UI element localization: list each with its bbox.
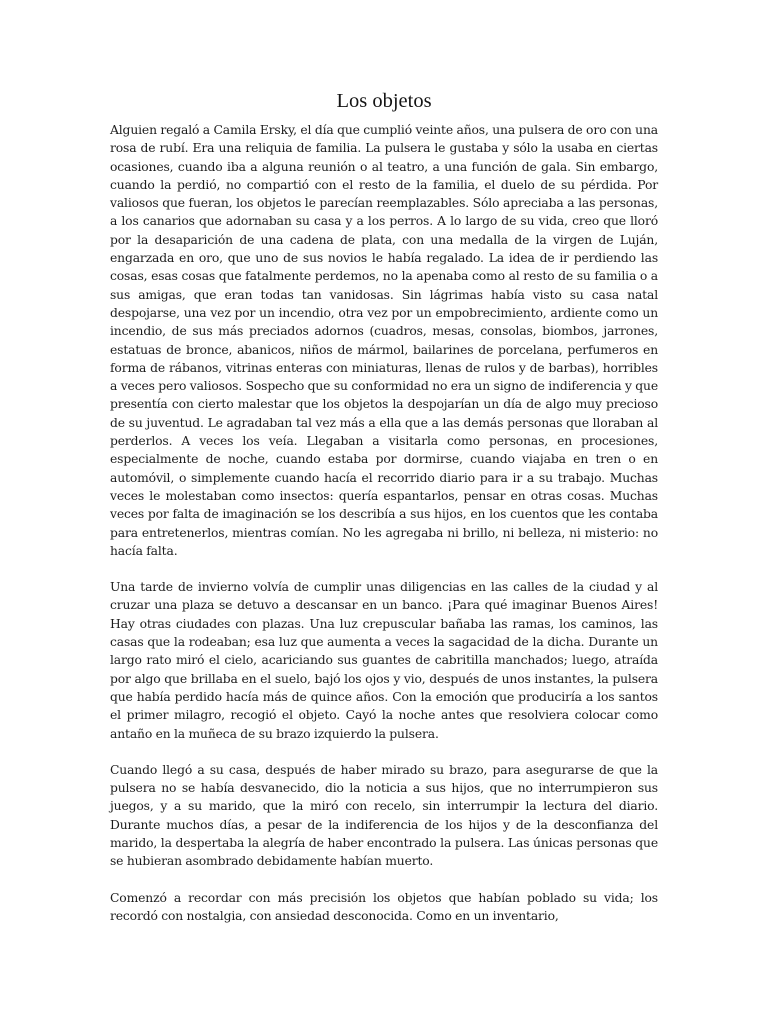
paragraph-3: Cuando llegó a su casa, después de haber mirado su brazo, para asegurarse de que la pulsera no se había desvanecido, dio la noticia a sus hijos, que no interrumpieron sus juegos, y a su marido, que la miró con recelo, sin interrumpir la lectura del diario. Durante muchos días, a pesar de la indiferencia de los hijos y de la desconfianza del marido, la despertaba la alegría de haber encontrado la pulsera. Las únicas personas que se hubieran asombrado debidamente habían muerto.	[110, 762, 658, 869]
paragraph-2: Una tarde de invierno volvía de cumplir unas diligencias en las calles de la ciudad y al cruzar una plaza se detuvo a descansar en un banco. ¡Para qué imaginar Buenos Aires! Hay otras ciudades con plazas. Una luz crepuscular bañaba las ramas, los caminos, las casas que la rodeaban; esa luz que aumenta a veces la sagacidad de la dicha. Durante un largo rato miró el cielo, acariciando sus guantes de cabritilla manchados; luego, atraída por algo que brillaba en el suelo, bajó los ojos y vio, después de unos instantes, la pulsera que había perdido hacía más de quince años. Con la emoción que produciría a los santos el primer milagro, recogió el objeto. Cayó la noche antes que resolviera colocar como antaño en la muñeca de su brazo izquierdo la pulsera.	[110, 580, 658, 741]
body-text	[110, 121, 658, 943]
paragraph-4: Comenzó a recordar con más precisión los objetos que habían poblado su vida; los recordó con nostalgia, con ansiedad desconocida. Como en un inventario,	[110, 890, 658, 923]
page-title: Los objetos	[336, 90, 432, 112]
paragraph-1: Alguien regaló a Camila Ersky, el día que cumplió veinte años, una pulsera de oro con una rosa de rubí. Era una reliquia de familia. La pulsera le gustaba y sólo la usaba en ciertas ocasiones, cuando iba a alguna reunión o al teatro, a una función de gala. Sin embargo, cuando la perdió, no compartió con el resto de la familia, el duelo de su pérdida. Por valiosos que fueran, los objetos le parecían reemplazables. Sólo apreciaba a las personas, a los canarios que adornaban su casa y a los perros. A lo largo de su vida, creo que lloró por la desaparición de una cadena de plata, con una medalla de la virgen de Luján, engarzada en oro, que uno de sus novios le había regalado. La idea de ir perdiendo las cosas, esas cosas que fatalmente perdemos, no la apenaba como al resto de su familia o a sus amigas, que eran todas tan vanidosas. Sin lágrimas había visto su casa natal despojarse, una vez por un incendio, otra vez por un empobrecimiento, ardiente como un incendio, de sus más preciados adornos (cuadros, mesas, consolas, biombos, jarrones, estatuas de bronce, abanicos, niños de mármol, bailarines de porcelana, perfumeros en forma de rábanos, vitrinas enteras con miniaturas, llenas de rulos y de barbas), horribles a veces pero valiosos. Sospecho que su conformidad no era un signo de indiferencia y que presentía con cierto malestar que los objetos la despojarían un día de algo muy precioso de su juventud. Le agradaban tal vez más a ella que a las demás personas que lloraban al perderlos. A veces los veía. Llegaban a visitarla como personas, en procesiones, especialmente de noche, cuando estaba por dormirse, cuando viajaba en tren o en automóvil, o simplemente cuando hacía el recorrido diario para ir a su trabajo. Muchas veces le molestaban como insectos: quería espantarlos, pensar en otras cosas. Muchas veces por falta de imaginación se los describía a sus hijos, en los cuentos que les contaba para entretenerlos, mientras comían. No les agregaba ni brillo, ni belleza, ni misterio: no hacía falta.	[110, 123, 658, 558]
